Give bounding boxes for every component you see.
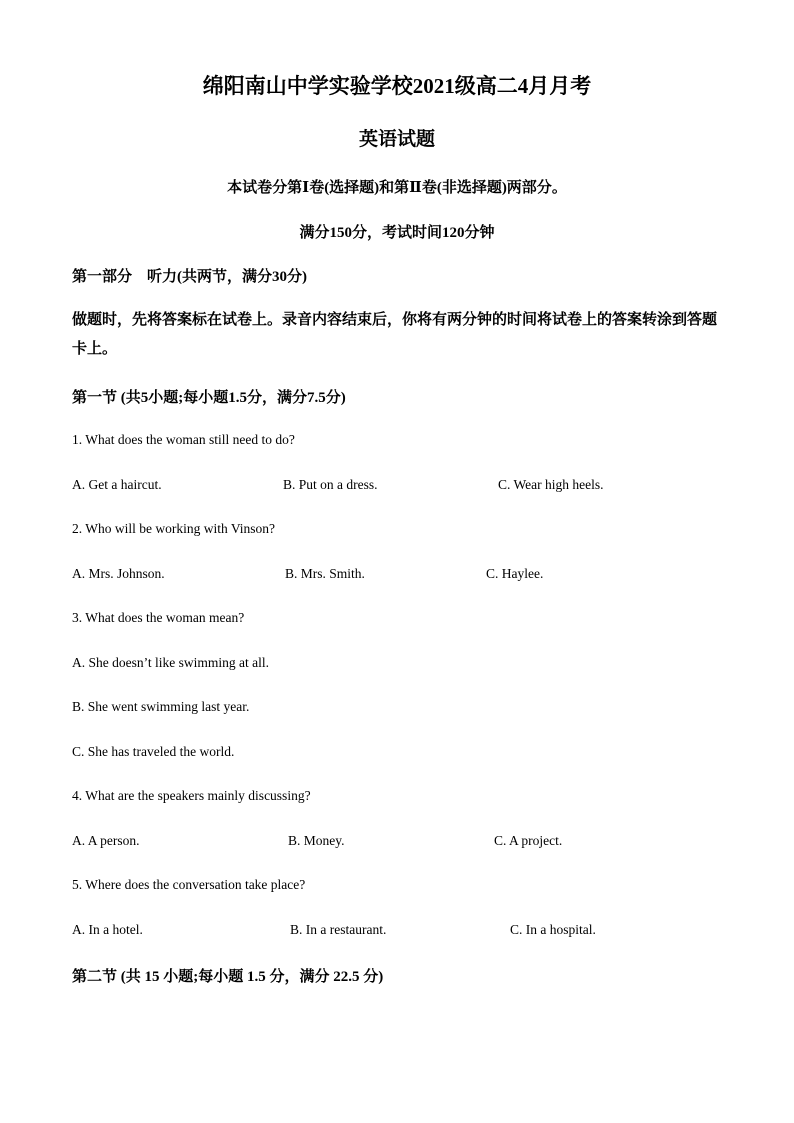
section1-heading: 第一节 (共5小题;每小题1.5分，满分7.5分) bbox=[72, 390, 346, 406]
question-3-stem: 3. What does the woman mean? bbox=[72, 610, 245, 625]
question-4-option-b: B. Money. bbox=[288, 833, 345, 848]
question-1-option-c: C. Wear high heels. bbox=[498, 477, 604, 492]
paper-composition-note: 本试卷分第Ⅰ卷(选择题)和第Ⅱ卷(非选择题)两部分。 bbox=[227, 180, 567, 196]
question-3-option-c: C. She has traveled the world. bbox=[72, 744, 235, 759]
part1-instructions: 做题时，先将答案标在试卷上。录音内容结束后，你将有两分钟的时间将试卷上的答案转涂到答题卡上。 bbox=[72, 312, 718, 357]
question-3-option-a: A. She doesn’t like swimming at all. bbox=[72, 655, 269, 670]
question-4-option-a: A. A person. bbox=[72, 833, 140, 848]
question-1-option-b: B. Put on a dress. bbox=[283, 477, 378, 492]
question-2-option-b: B. Mrs. Smith. bbox=[285, 566, 365, 581]
question-4-option-c: C. A project. bbox=[494, 833, 563, 848]
section2-heading: 第二节 (共 15 小题;每小题 1.5 分，满分 22.5 分) bbox=[72, 969, 384, 985]
part1-heading: 第一部分 听力(共两节，满分30分) bbox=[72, 269, 307, 285]
subject-title: 英语试题 bbox=[358, 129, 435, 150]
question-4-stem: 4. What are the speakers mainly discussing? bbox=[72, 788, 311, 803]
exam-title: 绵阳南山中学实验学校2021级高二4月月考 bbox=[202, 74, 592, 98]
score-time-note: 满分150分，考试时间120分钟 bbox=[299, 225, 495, 241]
question-1-stem: 1. What does the woman still need to do? bbox=[72, 432, 295, 447]
question-2-option-a: A. Mrs. Johnson. bbox=[72, 566, 165, 581]
question-5-option-c: C. In a hospital. bbox=[510, 922, 596, 937]
question-1-option-a: A. Get a haircut. bbox=[72, 477, 162, 492]
question-5-option-a: A. In a hotel. bbox=[72, 922, 143, 937]
question-5-option-b: B. In a restaurant. bbox=[290, 922, 387, 937]
question-3-option-b: B. She went swimming last year. bbox=[72, 699, 250, 714]
question-5-stem: 5. Where does the conversation take place? bbox=[72, 877, 306, 892]
question-2-option-c: C. Haylee. bbox=[486, 566, 544, 581]
question-2-stem: 2. Who will be working with Vinson? bbox=[72, 521, 276, 536]
